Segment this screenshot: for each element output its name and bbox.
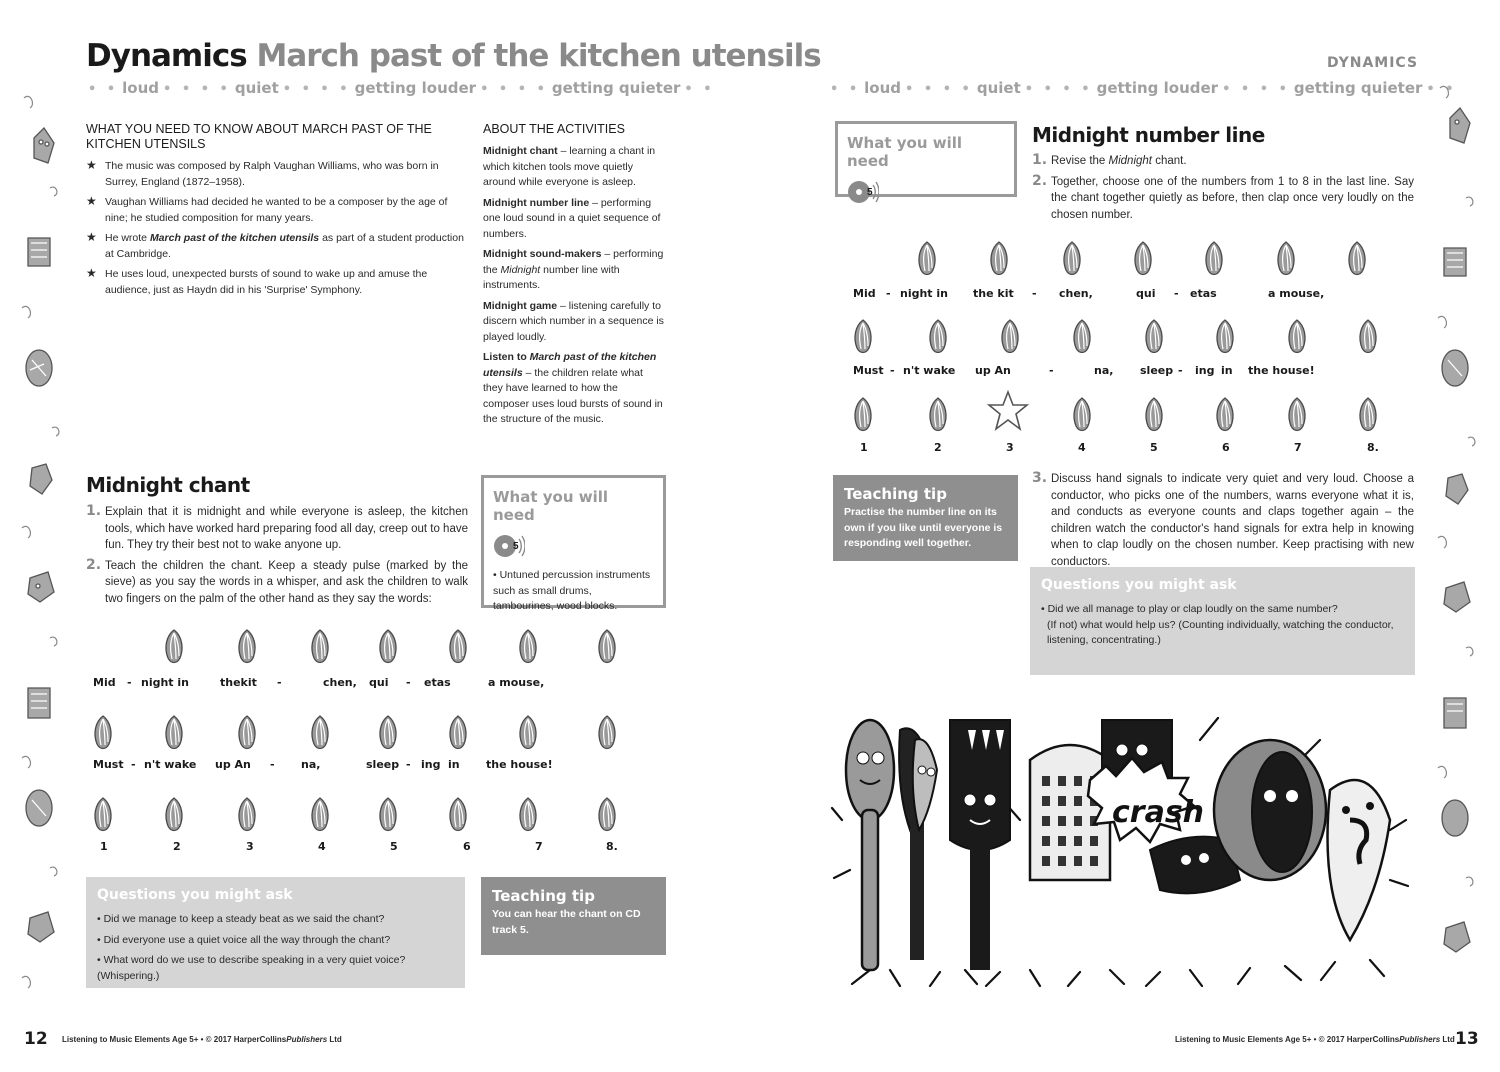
question-item: • Did we all manage to play or clap loudly on the same number? <box>1041 603 1338 615</box>
activities-section <box>483 122 665 433</box>
activities-heading: ABOUT THE ACTIVITIES <box>483 122 625 136</box>
syllable: na, <box>1094 364 1114 377</box>
number-line-step3 <box>1032 471 1414 574</box>
count-number: 6 <box>1222 441 1230 454</box>
syllable: - <box>406 676 411 689</box>
know-heading: WHAT YOU NEED TO KNOW ABOUT MARCH PAST OF THE KITCHEN UTENSILS <box>86 122 432 151</box>
number-line-steps <box>1032 153 1414 223</box>
cd-icon <box>493 532 525 560</box>
sieve-icon <box>1213 318 1237 354</box>
sieve-icon <box>446 796 470 832</box>
lyric-line-1 <box>846 287 1412 303</box>
shell-row <box>86 796 652 830</box>
syllable: Must <box>93 758 124 771</box>
syllable: Mid <box>853 287 876 300</box>
count-number: 8. <box>1367 441 1379 454</box>
sieve-icon <box>1142 396 1166 432</box>
page-number-left: 12 <box>24 1029 48 1049</box>
need-title: What you will need <box>847 134 963 170</box>
sieve-icon <box>162 628 186 664</box>
count-number: 6 <box>463 840 471 853</box>
syllable: - <box>886 287 891 300</box>
chant-steps <box>86 504 468 607</box>
sieve-icon <box>595 714 619 750</box>
shell-row <box>846 396 1412 436</box>
number-line-title: Midnight number line <box>1032 123 1265 147</box>
section-tag: DYNAMICS <box>1327 55 1419 71</box>
question-item: • What word do we use to describe speaking in a very quiet voice? (Whispering.) <box>97 954 406 982</box>
chant-title: Midnight chant <box>86 473 250 497</box>
sieve-icon <box>915 240 939 276</box>
number-line <box>846 441 1412 457</box>
lyric-line-1 <box>86 676 652 692</box>
syllable: the house! <box>1248 364 1315 377</box>
count-number: 5 <box>1150 441 1158 454</box>
track-number: 5 <box>867 186 873 198</box>
need-box-right <box>835 121 1017 197</box>
question-item: (If not) what would help us? (Counting individually, watching the conductor, listening, concentrating.) <box>1047 618 1394 646</box>
sieve-icon <box>1131 240 1155 276</box>
number-line-section <box>1032 123 1414 227</box>
sieve-icon <box>595 796 619 832</box>
chant-grid-left <box>86 628 652 858</box>
syllable: the kit <box>973 287 1014 300</box>
sieve-icon <box>1285 396 1309 432</box>
sieve-icon <box>516 714 540 750</box>
lyric-line-2 <box>86 758 652 774</box>
count-number: 2 <box>934 441 942 454</box>
syllable: - <box>406 758 411 771</box>
tip-title: Teaching tip <box>492 887 595 905</box>
kitchen-utensils-illustration <box>830 700 1410 992</box>
count-number: 7 <box>1294 441 1302 454</box>
tip-text: Practise the number line on its own if you like until everyone is responding well together. <box>844 506 1003 549</box>
questions-box-left <box>86 877 465 988</box>
count-number: 3 <box>1006 441 1014 454</box>
know-bullets <box>86 159 466 298</box>
list-item: ★ He wrote March past of the kitchen utensils as part of a student production at Cambridge. <box>86 230 464 260</box>
sieve-icon <box>308 796 332 832</box>
syllable: - <box>131 758 136 771</box>
sieve-icon <box>446 714 470 750</box>
questions-box-right <box>1030 567 1415 675</box>
dynamics-strip-left: • • loud • • • • quiet • • • • getting louder • • • • getting quieter • • <box>88 79 715 97</box>
syllable: n't wake <box>903 364 956 377</box>
lyric-line-2 <box>846 364 1412 380</box>
sieve-icon <box>516 796 540 832</box>
syllable: - <box>1174 287 1179 300</box>
page-number-right: 13 <box>1455 1029 1479 1049</box>
tip-text: You can hear the chant on CD track 5. <box>492 908 641 936</box>
sieve-icon <box>595 628 619 664</box>
shell-row <box>86 628 652 662</box>
activity-item: Midnight game – listening carefully to discern which number in a sequence is played loudly. <box>483 299 664 343</box>
count-number: 4 <box>1078 441 1086 454</box>
syllable: - <box>1032 287 1037 300</box>
sieve-icon <box>987 240 1011 276</box>
list-item: 2. Teach the children the chant. Keep a steady pulse (marked by the sieve) as you say the words in a whisper, and ask the children to walk two fingers on the palm of the other hand as they say the words: <box>86 556 468 605</box>
questions-title: Questions you might ask <box>1041 577 1237 593</box>
syllable: ing <box>421 758 441 771</box>
cd-icon <box>847 178 879 206</box>
title-bold: Dynamics <box>86 38 247 74</box>
sieve-icon <box>162 714 186 750</box>
sieve-icon <box>1142 318 1166 354</box>
footer-credit-left: Listening to Music Elements Age 5+ • © 2017 HarperCollinsPublishers Ltd <box>62 1035 342 1044</box>
syllable: Mid <box>93 676 116 689</box>
syllable: in <box>448 758 460 771</box>
shell-row <box>86 714 652 748</box>
syllable: sleep <box>366 758 400 771</box>
sieve-icon <box>235 628 259 664</box>
count-number: 1 <box>100 840 108 853</box>
syllable: a mouse, <box>488 676 545 689</box>
sieve-icon <box>926 396 950 432</box>
chant-grid-right <box>846 240 1412 460</box>
activity-item: Midnight number line – performing one loud sound in a quiet sequence of numbers. <box>483 196 661 240</box>
need-item: • Untuned percussion instruments such as small drums, tambourines, wood blocks. <box>493 569 651 612</box>
list-item: ★ The music was composed by Ralph Vaughan Williams, who was born in Surrey, England (1872–1958). <box>86 158 439 188</box>
sieve-icon <box>851 318 875 354</box>
sieve-icon <box>1213 396 1237 432</box>
term-getting-quieter: getting quieter <box>551 79 681 97</box>
sieve-icon <box>91 714 115 750</box>
sieve-icon <box>308 714 332 750</box>
question-item: • Did everyone use a quiet voice all the way through the chant? <box>97 933 391 946</box>
star-icon <box>986 390 1030 432</box>
cd-track <box>847 178 1005 206</box>
crash-caption: crash <box>1112 795 1205 830</box>
sieve-icon <box>1356 396 1380 432</box>
sieve-icon <box>1274 240 1298 276</box>
sieve-icon <box>851 396 875 432</box>
question-item: • Did we manage to keep a steady beat as we said the chant? <box>97 913 385 925</box>
sieve-icon <box>998 318 1022 354</box>
syllable: chen, <box>1059 287 1093 300</box>
shell-row <box>846 240 1412 274</box>
footer-credit-right: Listening to Music Elements Age 5+ • © 2017 HarperCollinsPublishers Ltd <box>1175 1035 1455 1044</box>
syllable: night in <box>141 676 189 689</box>
term-quiet: quiet <box>234 79 279 97</box>
list-item: ★ He uses loud, unexpected bursts of sound to wake up and amuse the audience, just as Haydn did in his 'Surprise' Symphony. <box>86 266 428 296</box>
syllable: qui <box>369 676 389 689</box>
syllable: in <box>1221 364 1233 377</box>
syllable: qui <box>1136 287 1156 300</box>
need-box-left <box>481 475 666 612</box>
title-light: March past of the kitchen utensils <box>256 38 821 74</box>
sieve-icon <box>926 318 950 354</box>
track-number: 5 <box>513 540 519 552</box>
syllable: up An <box>215 758 251 771</box>
syllable: - <box>270 758 275 771</box>
right-decorative-border <box>1430 78 1480 998</box>
syllable: night in <box>900 287 948 300</box>
list-item: 3. Discuss hand signals to indicate very quiet and very loud. Choose a conductor, who picks one of the numbers, warns everyone what it is, and conducts as everyone counts and claps together again – the children watch the conductor's hand signals for extra help in knowing when to clap loudly on the chosen number. Keep practising with new conductors. <box>1032 470 1414 568</box>
term-getting-louder: getting louder <box>1096 79 1219 97</box>
term-quiet: quiet <box>976 79 1021 97</box>
sieve-icon <box>308 628 332 664</box>
list-item: ★ Vaughan Williams had decided he wanted to be a composer by the age of nine; he studied composition for many years. <box>86 194 448 224</box>
sieve-icon <box>1202 240 1226 276</box>
sieve-icon <box>1060 240 1084 276</box>
sieve-icon <box>376 628 400 664</box>
syllable: sleep <box>1140 364 1174 377</box>
need-title: What you will need <box>493 488 609 524</box>
sieve-icon <box>1070 318 1094 354</box>
syllable: - <box>890 364 895 377</box>
number-line-steps-cont <box>1032 471 1414 570</box>
syllable: - <box>127 676 132 689</box>
syllable: Must <box>853 364 884 377</box>
syllable: - <box>1049 364 1054 377</box>
left-decorative-border <box>14 78 64 998</box>
sieve-icon <box>446 628 470 664</box>
syllable: ing <box>1195 364 1215 377</box>
syllable: n't wake <box>144 758 197 771</box>
syllable: thekit <box>220 676 257 689</box>
questions-title: Questions you might ask <box>97 887 293 903</box>
syllable: etas <box>1190 287 1217 300</box>
count-number: 3 <box>246 840 254 853</box>
syllable: chen, <box>323 676 357 689</box>
count-number: 2 <box>173 840 181 853</box>
syllable: na, <box>301 758 321 771</box>
activity-item: Midnight chant – learning a chant in which kitchen tools move quietly around while everyone is asleep. <box>483 145 656 188</box>
teaching-tip-left <box>481 877 666 955</box>
number-line <box>86 840 652 856</box>
syllable: a mouse, <box>1268 287 1325 300</box>
syllable: the house! <box>486 758 553 771</box>
list-item: 2. Together, choose one of the numbers from 1 to 8 in the last line. Say the chant together quietly as before, then clap once very loudly on the chosen number. <box>1032 172 1414 221</box>
count-number: 5 <box>390 840 398 853</box>
count-number: 1 <box>860 441 868 454</box>
sieve-icon <box>1070 396 1094 432</box>
sieve-icon <box>235 796 259 832</box>
sieve-icon <box>1356 318 1380 354</box>
sieve-icon <box>376 714 400 750</box>
dynamics-strip-right: • • loud • • • • quiet • • • • getting louder • • • • getting quieter • • <box>830 79 1457 97</box>
sieve-icon <box>516 628 540 664</box>
count-number: 4 <box>318 840 326 853</box>
count-number: 7 <box>535 840 543 853</box>
teaching-tip-right <box>833 475 1018 561</box>
cd-track <box>493 532 654 560</box>
syllable: up An <box>975 364 1011 377</box>
sieve-icon <box>235 714 259 750</box>
sieve-icon <box>91 796 115 832</box>
activity-item: Midnight sound-makers – performing the Midnight number line with instruments. <box>483 248 664 291</box>
term-loud: loud <box>122 79 160 97</box>
midnight-chant-section <box>86 473 468 611</box>
tip-title: Teaching tip <box>844 485 947 503</box>
activity-item: Listen to March past of the kitchen utensils – the children relate what they have learned to how the composer uses loud bursts of sound in the structure of the music. <box>483 351 663 425</box>
shell-row <box>846 318 1412 352</box>
sieve-icon <box>376 796 400 832</box>
list-item: 1. Revise the Midnight chant. <box>1032 152 1187 168</box>
sieve-icon <box>1285 318 1309 354</box>
count-number: 8. <box>606 840 618 853</box>
term-getting-quieter: getting quieter <box>1293 79 1423 97</box>
term-loud: loud <box>864 79 902 97</box>
page-title <box>86 38 821 74</box>
syllable: - <box>1178 364 1183 377</box>
term-getting-louder: getting louder <box>354 79 477 97</box>
sieve-icon <box>162 796 186 832</box>
know-section <box>86 122 466 303</box>
list-item: 1. Explain that it is midnight and while everyone is asleep, the kitchen tools, which have worked hard preparing food all day, creep out to have fun. They try their best not to wake anyone up. <box>86 503 468 551</box>
syllable: - <box>277 676 282 689</box>
syllable: etas <box>424 676 451 689</box>
sieve-icon <box>1345 240 1369 276</box>
